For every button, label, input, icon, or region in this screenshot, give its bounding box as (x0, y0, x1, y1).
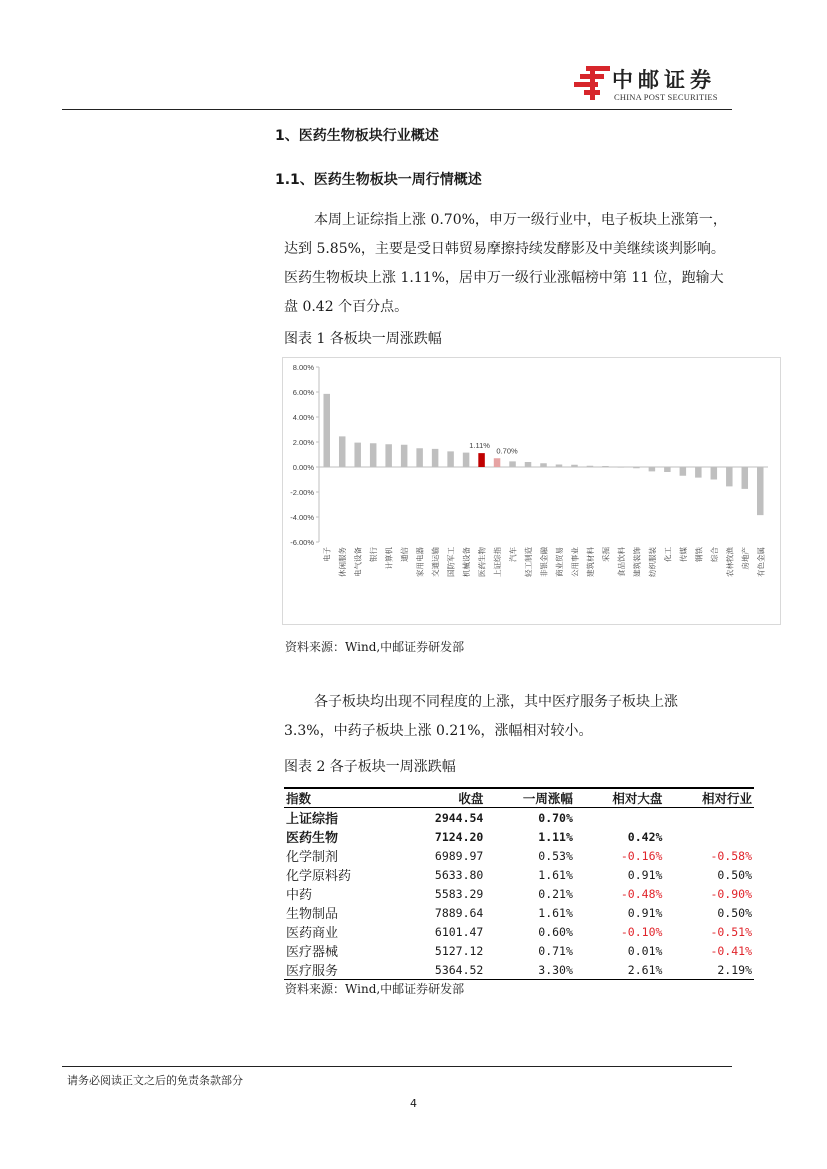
cell-vs-industry (664, 827, 754, 846)
table-row (284, 960, 754, 980)
paragraph-text: 各子板块均出现不同程度的上涨，其中医疗服务子板块上涨 3.3%，中药子板块上涨 0.21%，涨幅相对较小。 (284, 694, 678, 739)
bar (726, 467, 733, 486)
cell-weekly: 0.71% (538, 943, 573, 958)
cell-weekly: 0.21% (538, 886, 573, 901)
y-tick-label: -6.00% (290, 538, 314, 547)
cell-close: 2944.54 (434, 810, 484, 825)
y-tick-label: -2.00% (290, 488, 314, 497)
cell-vs-market: -0.48% (620, 886, 663, 901)
bar (649, 467, 656, 471)
bar (571, 465, 578, 467)
bar (680, 467, 687, 476)
cell-vs-market (575, 808, 665, 828)
cell-index-name: 中药 (286, 888, 313, 903)
cell-close: 6101.47 (434, 924, 484, 939)
table-row (284, 846, 754, 865)
x-tick-label: 化工 (663, 547, 673, 562)
cell-weekly: 1.11% (538, 829, 573, 844)
bar (525, 462, 532, 467)
cell-vs-industry: -0.41% (710, 943, 752, 958)
x-tick-label: 房地产 (740, 547, 750, 570)
x-tick-label: 钢铁 (694, 547, 704, 562)
logo-english-text: CHINA POST SECURITIES (614, 92, 718, 102)
x-tick-label: 电子 (322, 547, 332, 562)
cell-index-name: 化学原料药 (286, 869, 352, 884)
bar (742, 467, 749, 489)
cell-vs-market: 0.91% (627, 867, 663, 882)
table-row (284, 865, 754, 884)
cell-weekly: 0.70% (538, 810, 573, 825)
bar (339, 436, 346, 467)
x-tick-label: 银行 (369, 547, 379, 562)
cell-vs-industry: 0.50% (717, 905, 752, 920)
cell-close: 5127.12 (434, 943, 484, 958)
x-tick-label: 医药生物 (477, 547, 487, 577)
cell-vs-industry: -0.58% (710, 848, 752, 863)
cell-vs-market: 2.61% (575, 960, 665, 980)
bar (494, 458, 501, 467)
figure-1-caption: 图表 1 各板块一周涨跌幅 (284, 331, 442, 347)
sector-performance-chart (282, 357, 781, 625)
cell-vs-market: -0.10% (620, 924, 663, 939)
cell-weekly: 1.61% (538, 905, 573, 920)
y-tick-label: 0.00% (292, 463, 314, 472)
col-header-weekly: 一周涨幅 (485, 788, 575, 808)
cell-weekly: 1.61% (538, 867, 573, 882)
table-row (284, 827, 754, 846)
bar-chart-svg (283, 358, 780, 624)
page-number: 4 (410, 1097, 417, 1110)
col-header-vs-industry: 相对行业 (664, 788, 754, 808)
bar (757, 467, 764, 515)
bar (416, 448, 423, 467)
bar (540, 463, 547, 467)
cell-close: 6989.97 (434, 848, 484, 863)
bar (354, 443, 361, 467)
x-tick-label: 有色金属 (756, 547, 766, 577)
y-tick-label: 8.00% (292, 363, 314, 372)
cell-vs-industry: 0.50% (717, 867, 752, 882)
bar (463, 453, 470, 467)
cell-weekly: 3.30% (485, 960, 575, 980)
bar (385, 444, 392, 467)
cell-close: 5583.29 (434, 886, 484, 901)
cell-close: 7124.20 (434, 829, 484, 844)
x-tick-label: 农林牧渔 (725, 547, 735, 577)
bar (695, 467, 702, 478)
x-tick-label: 汽车 (508, 547, 518, 562)
data-label: 0.70% (496, 446, 518, 456)
header-divider (62, 109, 732, 110)
bar (509, 461, 516, 467)
logo-chinese-text: 中邮证券 (612, 67, 716, 92)
cell-close: 7889.64 (434, 905, 484, 920)
bar (633, 467, 640, 468)
table-row (284, 884, 754, 903)
y-tick-label: 4.00% (292, 413, 314, 422)
paragraph-text: 本周上证综指上涨 0.70%，申万一级行业中，电子板块上涨第一，达到 5.85%，主要是受日韩贸易摩擦持续发酵影及中美继续谈判影响。医药生物板块上涨 1.11%，居申万一级行业涨幅榜中第 11 位，跑输大盘 0.42 个百分点。 (284, 212, 727, 315)
cell-index-name: 上证综指 (286, 812, 339, 827)
cell-vs-industry: -0.90% (710, 886, 752, 901)
figure-1-source: 资料来源：Wind,中邮证券研发部 (285, 640, 465, 654)
x-tick-label: 计算机 (384, 547, 394, 570)
table-row (284, 903, 754, 922)
x-tick-label: 公用事业 (570, 547, 580, 577)
cell-index-name: 医疗器械 (286, 945, 339, 960)
x-tick-label: 家用电器 (415, 547, 425, 577)
cell-vs-industry (664, 808, 754, 828)
x-tick-label: 综合 (709, 547, 719, 562)
table-row (284, 808, 754, 828)
y-tick-label: 6.00% (292, 388, 314, 397)
cell-close: 5633.80 (434, 867, 484, 882)
section-heading: 1、医药生物板块行业概述 (275, 128, 439, 144)
x-tick-label: 非银金融 (539, 547, 549, 577)
cell-vs-market: 0.01% (627, 943, 663, 958)
data-label: 1.11% (469, 441, 490, 451)
bar (664, 467, 671, 472)
x-tick-label: 商业贸易 (554, 547, 564, 577)
y-tick-label: 2.00% (292, 438, 314, 447)
cell-index-name: 生物制品 (286, 907, 339, 922)
x-tick-label: 电气设备 (353, 547, 363, 577)
x-tick-label: 交通运输 (431, 547, 441, 577)
cell-index-name: 医药生物 (286, 831, 339, 846)
cell-close: 5364.52 (398, 960, 485, 980)
x-tick-label: 上证综指 (493, 547, 503, 577)
cell-index-name: 化学制剂 (286, 850, 339, 865)
bar (556, 465, 563, 468)
bar (401, 445, 408, 467)
x-tick-label: 传媒 (678, 547, 688, 562)
x-tick-label: 纺织服装 (647, 547, 657, 577)
china-post-logo-icon (570, 62, 614, 104)
table-row (284, 922, 754, 941)
x-tick-label: 机械设备 (462, 547, 472, 577)
figure-2-source: 资料来源：Wind,中邮证券研发部 (285, 982, 465, 996)
bar (432, 449, 439, 467)
cell-index-name: 医疗服务 (284, 960, 398, 980)
footer-divider (62, 1066, 732, 1067)
x-tick-label: 通信 (400, 547, 410, 562)
bar (323, 394, 330, 467)
paragraph-weekly-overview (284, 206, 732, 322)
bar (602, 466, 609, 467)
x-tick-label: 休闲服务 (338, 547, 348, 577)
bar (711, 467, 718, 480)
cell-vs-market: 0.42% (627, 829, 663, 844)
subsection-heading: 1.1、医药生物板块一周行情概述 (275, 172, 482, 188)
col-header-vs-market: 相对大盘 (575, 788, 665, 808)
bar (618, 467, 625, 468)
col-header-close: 收盘 (398, 788, 485, 808)
x-tick-label: 建筑材料 (585, 547, 595, 577)
bar (478, 453, 485, 467)
bar (447, 451, 454, 467)
disclaimer-note: 请务必阅读正文之后的免责条款部分 (67, 1074, 243, 1087)
table-row (284, 941, 754, 960)
table-header-row (284, 788, 754, 808)
col-header-index: 指数 (284, 788, 398, 808)
x-tick-label: 食品饮料 (616, 547, 626, 577)
x-tick-label: 采掘 (601, 547, 611, 562)
cell-vs-market: 0.91% (627, 905, 663, 920)
sub-sector-table (284, 787, 754, 980)
figure-2-caption: 图表 2 各子板块一周涨跌幅 (284, 759, 456, 775)
x-tick-label: 轻工制造 (524, 547, 534, 577)
cell-vs-market: -0.16% (620, 848, 663, 863)
x-tick-label: 建筑装饰 (632, 547, 642, 577)
y-tick-label: -4.00% (290, 513, 314, 522)
bar (370, 443, 377, 467)
x-tick-label: 国防军工 (446, 547, 456, 577)
paragraph-sub-sectors (284, 688, 732, 746)
cell-vs-industry: -0.51% (710, 924, 752, 939)
cell-index-name: 医药商业 (286, 926, 339, 941)
bar (587, 466, 594, 467)
cell-weekly: 0.53% (538, 848, 573, 863)
cell-vs-industry: 2.19% (664, 960, 754, 980)
cell-weekly: 0.60% (538, 924, 573, 939)
